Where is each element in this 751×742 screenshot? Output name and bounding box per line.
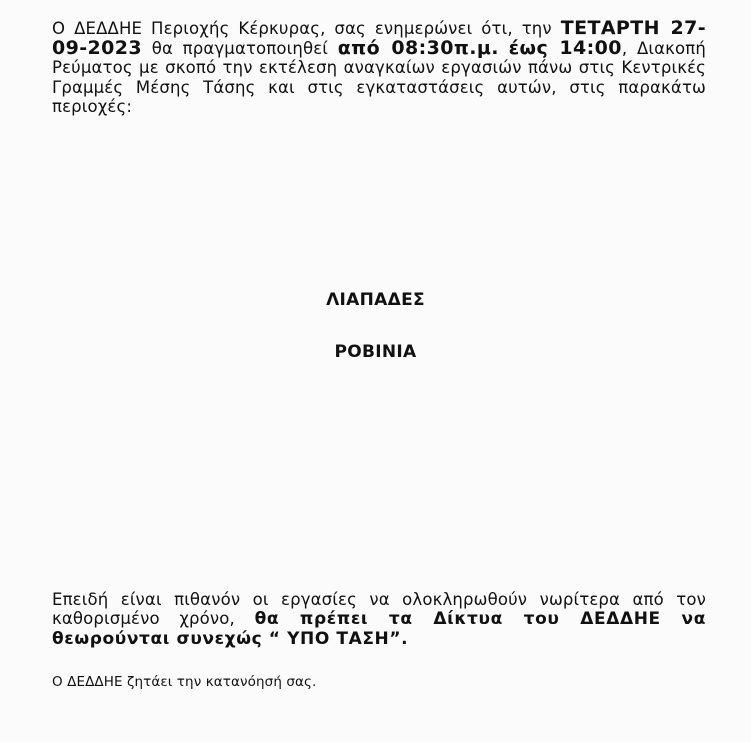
closing-text: Ο ΔΕΔΔΗΕ ζητάει την κατανόησή σας.	[52, 674, 317, 690]
intro-rest-text: , Διακοπή Ρεύματος με σκοπό την εκτέλεση αναγκαίων εργασιών πάνω στις Κεντρικές Γραμμές Μέσης Τάσης και στις εγκαταστάσεις αυτών, στις παρακάτω περιοχές:	[52, 38, 706, 116]
outage-time-from: από 08:30π.μ.	[337, 36, 499, 59]
outage-date: ΤΕΤΑΡΤΗ 27-09-2023	[52, 17, 707, 59]
area-name: ΡΟΒΙΝΙΑ	[334, 342, 417, 362]
warning-bold-text: θα πρέπει τα Δίκτυα του ΔΕΔΔΗΕ να θεωρούνται συνεχώς “ ΥΠΟ ΤΑΣΗ”.	[52, 609, 706, 649]
area-name: ΛΙΑΠΑΔΕΣ	[326, 290, 425, 310]
warning-text: Επειδή είναι πιθανόν οι εργασίες να ολοκληρωθούν νωρίτερα από τον καθορισμένο χρόνο,	[52, 590, 706, 628]
outage-time-to: έως 14:00	[508, 36, 622, 59]
warning-paragraph	[52, 590, 706, 649]
intro-paragraph	[52, 19, 706, 117]
intro-mid-text: θα πραγματοποιηθεί	[151, 38, 329, 58]
intro-text: Ο ΔΕΔΔΗΕ Περιοχής Κέρκυρας, σας ενημερώνει ότι, την	[52, 19, 552, 38]
